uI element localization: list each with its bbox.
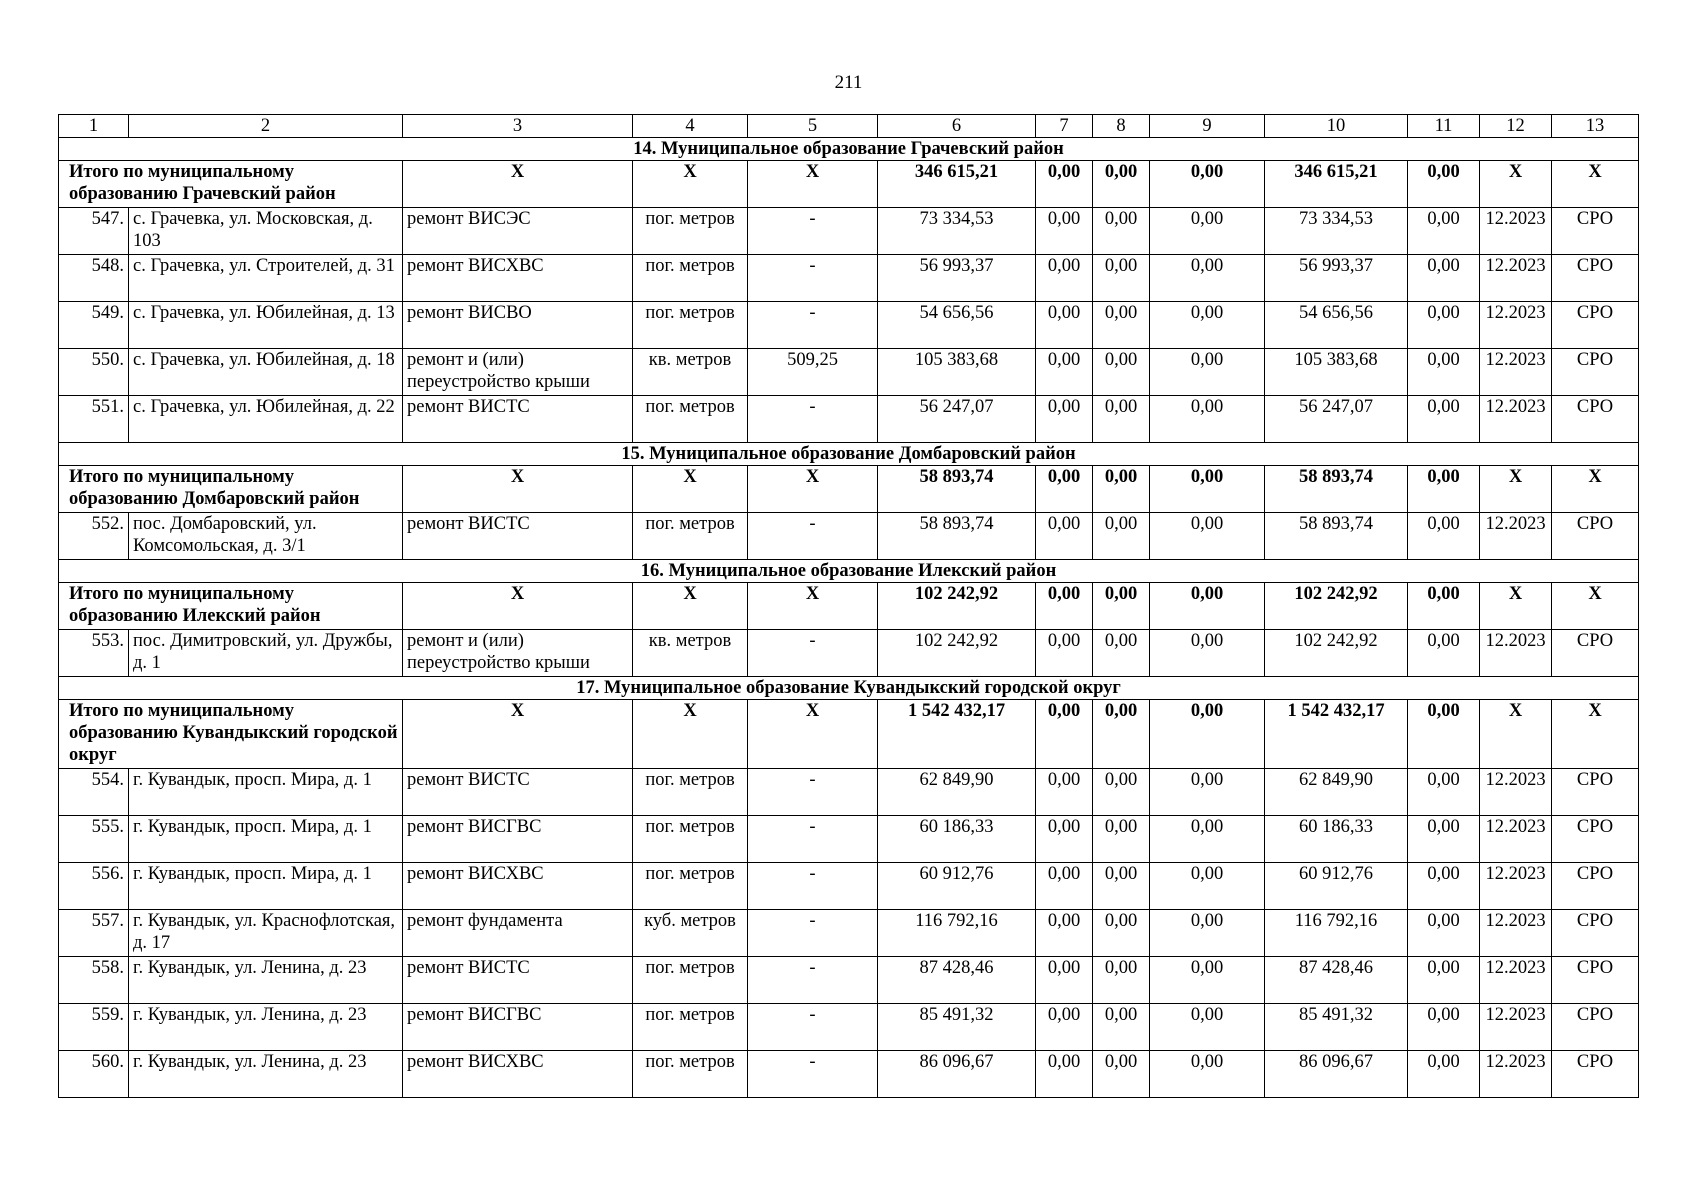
executor-cell: СРО [1552, 630, 1639, 677]
unit-cell: пог. метров [633, 1051, 748, 1098]
section-heading-row [59, 677, 1639, 700]
value-cell: 0,00 [1408, 396, 1480, 443]
total-row [59, 700, 1639, 769]
section-heading-row [59, 560, 1639, 583]
value-cell: 56 247,07 [1265, 396, 1408, 443]
value-cell: 0,00 [1093, 396, 1150, 443]
column-number: 4 [633, 115, 748, 138]
page-number: 211 [834, 72, 863, 93]
total-row [59, 466, 1639, 513]
date-cell: 12.2023 [1480, 863, 1552, 910]
quantity-cell: - [748, 255, 878, 302]
date-cell: 12.2023 [1480, 630, 1552, 677]
total-cell: Х [403, 466, 633, 513]
column-number: 1 [59, 115, 129, 138]
unit-cell: пог. метров [633, 255, 748, 302]
address-cell: с. Грачевка, ул. Московская, д. 103 [129, 208, 403, 255]
value-cell: 0,00 [1093, 302, 1150, 349]
date-cell: 12.2023 [1480, 910, 1552, 957]
table-row [59, 769, 1639, 816]
total-value: 0,00 [1150, 161, 1265, 208]
work-type-cell: ремонт ВИСТС [403, 396, 633, 443]
value-cell: 0,00 [1150, 208, 1265, 255]
value-cell: 0,00 [1093, 1051, 1150, 1098]
address-cell: г. Кувандык, ул. Ленина, д. 23 [129, 1051, 403, 1098]
value-cell: 0,00 [1408, 1051, 1480, 1098]
table-row [59, 208, 1639, 255]
value-cell: 0,00 [1408, 1004, 1480, 1051]
unit-cell: пог. метров [633, 769, 748, 816]
value-cell: 58 893,74 [1265, 513, 1408, 560]
cost-cell: 56 247,07 [878, 396, 1036, 443]
work-type-cell: ремонт и (или) переустройство крыши [403, 349, 633, 396]
section-title: 17. Муниципальное образование Кувандыкский городской округ [59, 677, 1639, 700]
value-cell: 0,00 [1150, 957, 1265, 1004]
repair-register-table [58, 114, 1639, 1098]
address-cell: г. Кувандык, ул. Краснофлотская, д. 17 [129, 910, 403, 957]
row-number: 547. [59, 208, 129, 255]
table-body [59, 115, 1639, 1098]
executor-cell: СРО [1552, 255, 1639, 302]
value-cell: 87 428,46 [1265, 957, 1408, 1004]
section-title: 15. Муниципальное образование Домбаровский район [59, 443, 1639, 466]
value-cell: 0,00 [1036, 255, 1093, 302]
total-cell: Х [1552, 583, 1639, 630]
address-cell: с. Грачевка, ул. Юбилейная, д. 22 [129, 396, 403, 443]
table-row [59, 863, 1639, 910]
section-heading-row [59, 443, 1639, 466]
date-cell: 12.2023 [1480, 349, 1552, 396]
total-cell: Х [1552, 161, 1639, 208]
unit-cell: пог. метров [633, 816, 748, 863]
value-cell: 0,00 [1150, 816, 1265, 863]
total-cell: Х [403, 161, 633, 208]
total-cell: Х [403, 700, 633, 769]
work-type-cell: ремонт ВИСХВС [403, 863, 633, 910]
value-cell: 0,00 [1093, 1004, 1150, 1051]
total-label: Итого по муниципальному образованию Кувандыкский городской округ [59, 700, 403, 769]
unit-cell: пог. метров [633, 208, 748, 255]
address-cell: пос. Домбаровский, ул. Комсомольская, д. 3/1 [129, 513, 403, 560]
value-cell: 0,00 [1093, 208, 1150, 255]
column-number: 8 [1093, 115, 1150, 138]
column-number-row [59, 115, 1639, 138]
value-cell: 60 186,33 [1265, 816, 1408, 863]
total-label: Итого по муниципальному образованию Илекский район [59, 583, 403, 630]
total-cell: Х [748, 700, 878, 769]
value-cell: 0,00 [1036, 910, 1093, 957]
unit-cell: пог. метров [633, 396, 748, 443]
table-row [59, 349, 1639, 396]
executor-cell: СРО [1552, 769, 1639, 816]
value-cell: 0,00 [1150, 396, 1265, 443]
total-cell: Х [748, 161, 878, 208]
total-cell: Х [403, 583, 633, 630]
cost-cell: 62 849,90 [878, 769, 1036, 816]
total-row [59, 161, 1639, 208]
address-cell: с. Грачевка, ул. Юбилейная, д. 18 [129, 349, 403, 396]
cost-cell: 58 893,74 [878, 513, 1036, 560]
unit-cell: пог. метров [633, 863, 748, 910]
work-type-cell: ремонт ВИСГВС [403, 816, 633, 863]
value-cell: 0,00 [1408, 630, 1480, 677]
value-cell: 0,00 [1036, 396, 1093, 443]
unit-cell: кв. метров [633, 349, 748, 396]
address-cell: г. Кувандык, ул. Ленина, д. 23 [129, 957, 403, 1004]
column-number: 5 [748, 115, 878, 138]
value-cell: 0,00 [1150, 302, 1265, 349]
column-number: 6 [878, 115, 1036, 138]
cost-cell: 85 491,32 [878, 1004, 1036, 1051]
value-cell: 0,00 [1093, 816, 1150, 863]
total-label: Итого по муниципальному образованию Грачевский район [59, 161, 403, 208]
total-row [59, 583, 1639, 630]
row-number: 560. [59, 1051, 129, 1098]
work-type-cell: ремонт ВИСТС [403, 513, 633, 560]
row-number: 551. [59, 396, 129, 443]
value-cell: 0,00 [1036, 769, 1093, 816]
value-cell: 116 792,16 [1265, 910, 1408, 957]
value-cell: 73 334,53 [1265, 208, 1408, 255]
date-cell: 12.2023 [1480, 396, 1552, 443]
value-cell: 0,00 [1093, 910, 1150, 957]
value-cell: 0,00 [1036, 208, 1093, 255]
value-cell: 0,00 [1408, 957, 1480, 1004]
table-row [59, 255, 1639, 302]
cost-cell: 86 096,67 [878, 1051, 1036, 1098]
table-row [59, 302, 1639, 349]
value-cell: 0,00 [1036, 957, 1093, 1004]
date-cell: 12.2023 [1480, 816, 1552, 863]
value-cell: 0,00 [1150, 1051, 1265, 1098]
address-cell: г. Кувандык, просп. Мира, д. 1 [129, 816, 403, 863]
row-number: 552. [59, 513, 129, 560]
row-number: 558. [59, 957, 129, 1004]
address-cell: пос. Димитровский, ул. Дружбы, д. 1 [129, 630, 403, 677]
work-type-cell: ремонт ВИСЭС [403, 208, 633, 255]
executor-cell: СРО [1552, 957, 1639, 1004]
value-cell: 0,00 [1150, 630, 1265, 677]
quantity-cell: - [748, 302, 878, 349]
value-cell: 0,00 [1408, 769, 1480, 816]
executor-cell: СРО [1552, 396, 1639, 443]
total-cell: Х [633, 583, 748, 630]
total-cell: Х [633, 466, 748, 513]
total-label: Итого по муниципальному образованию Домбаровский район [59, 466, 403, 513]
value-cell: 85 491,32 [1265, 1004, 1408, 1051]
value-cell: 0,00 [1408, 513, 1480, 560]
column-number: 3 [403, 115, 633, 138]
value-cell: 0,00 [1408, 208, 1480, 255]
value-cell: 105 383,68 [1265, 349, 1408, 396]
row-number: 554. [59, 769, 129, 816]
table-row [59, 513, 1639, 560]
total-value: 0,00 [1093, 466, 1150, 513]
executor-cell: СРО [1552, 816, 1639, 863]
total-value: 0,00 [1150, 466, 1265, 513]
row-number: 555. [59, 816, 129, 863]
total-cell: Х [1480, 466, 1552, 513]
quantity-cell: - [748, 630, 878, 677]
total-value: 1 542 432,17 [878, 700, 1036, 769]
total-cell: Х [748, 466, 878, 513]
cost-cell: 73 334,53 [878, 208, 1036, 255]
executor-cell: СРО [1552, 513, 1639, 560]
cost-cell: 54 656,56 [878, 302, 1036, 349]
work-type-cell: ремонт ВИСВО [403, 302, 633, 349]
total-cell: Х [1480, 161, 1552, 208]
unit-cell: пог. метров [633, 302, 748, 349]
total-value: 346 615,21 [878, 161, 1036, 208]
table-row [59, 396, 1639, 443]
value-cell: 0,00 [1150, 1004, 1265, 1051]
table-row [59, 957, 1639, 1004]
value-cell: 0,00 [1036, 863, 1093, 910]
total-value: 1 542 432,17 [1265, 700, 1408, 769]
quantity-cell: - [748, 1004, 878, 1051]
table-row [59, 630, 1639, 677]
quantity-cell: - [748, 208, 878, 255]
work-type-cell: ремонт ВИСГВС [403, 1004, 633, 1051]
address-cell: г. Кувандык, просп. Мира, д. 1 [129, 863, 403, 910]
total-value: 0,00 [1093, 700, 1150, 769]
value-cell: 0,00 [1408, 302, 1480, 349]
value-cell: 54 656,56 [1265, 302, 1408, 349]
total-value: 58 893,74 [1265, 466, 1408, 513]
unit-cell: пог. метров [633, 957, 748, 1004]
column-number: 9 [1150, 115, 1265, 138]
row-number: 559. [59, 1004, 129, 1051]
value-cell: 0,00 [1036, 349, 1093, 396]
section-title: 14. Муниципальное образование Грачевский район [59, 138, 1639, 161]
value-cell: 0,00 [1408, 349, 1480, 396]
value-cell: 0,00 [1150, 513, 1265, 560]
value-cell: 0,00 [1093, 769, 1150, 816]
value-cell: 0,00 [1150, 255, 1265, 302]
value-cell: 0,00 [1150, 863, 1265, 910]
value-cell: 0,00 [1408, 255, 1480, 302]
total-value: 0,00 [1408, 466, 1480, 513]
date-cell: 12.2023 [1480, 957, 1552, 1004]
address-cell: с. Грачевка, ул. Юбилейная, д. 13 [129, 302, 403, 349]
work-type-cell: ремонт ВИСХВС [403, 1051, 633, 1098]
executor-cell: СРО [1552, 863, 1639, 910]
cost-cell: 60 186,33 [878, 816, 1036, 863]
row-number: 556. [59, 863, 129, 910]
value-cell: 0,00 [1093, 630, 1150, 677]
cost-cell: 105 383,68 [878, 349, 1036, 396]
column-number: 10 [1265, 115, 1408, 138]
value-cell: 0,00 [1408, 816, 1480, 863]
quantity-cell: - [748, 816, 878, 863]
quantity-cell: 509,25 [748, 349, 878, 396]
value-cell: 102 242,92 [1265, 630, 1408, 677]
unit-cell: куб. метров [633, 910, 748, 957]
total-value: 0,00 [1408, 161, 1480, 208]
value-cell: 0,00 [1036, 630, 1093, 677]
cost-cell: 60 912,76 [878, 863, 1036, 910]
cost-cell: 102 242,92 [878, 630, 1036, 677]
section-heading-row [59, 138, 1639, 161]
executor-cell: СРО [1552, 1004, 1639, 1051]
total-value: 102 242,92 [878, 583, 1036, 630]
column-number: 13 [1552, 115, 1639, 138]
column-number: 7 [1036, 115, 1093, 138]
row-number: 550. [59, 349, 129, 396]
date-cell: 12.2023 [1480, 1004, 1552, 1051]
date-cell: 12.2023 [1480, 769, 1552, 816]
quantity-cell: - [748, 957, 878, 1004]
table-row [59, 816, 1639, 863]
total-value: 0,00 [1408, 583, 1480, 630]
quantity-cell: - [748, 1051, 878, 1098]
executor-cell: СРО [1552, 208, 1639, 255]
total-value: 0,00 [1093, 161, 1150, 208]
column-number: 2 [129, 115, 403, 138]
total-cell: Х [633, 700, 748, 769]
value-cell: 86 096,67 [1265, 1051, 1408, 1098]
address-cell: г. Кувандык, просп. Мира, д. 1 [129, 769, 403, 816]
total-value: 0,00 [1408, 700, 1480, 769]
total-cell: Х [1480, 700, 1552, 769]
quantity-cell: - [748, 863, 878, 910]
address-cell: с. Грачевка, ул. Строителей, д. 31 [129, 255, 403, 302]
executor-cell: СРО [1552, 302, 1639, 349]
row-number: 549. [59, 302, 129, 349]
total-value: 0,00 [1036, 466, 1093, 513]
value-cell: 0,00 [1036, 1051, 1093, 1098]
work-type-cell: ремонт ВИСТС [403, 957, 633, 1004]
unit-cell: пог. метров [633, 1004, 748, 1051]
total-value: 0,00 [1036, 161, 1093, 208]
date-cell: 12.2023 [1480, 302, 1552, 349]
unit-cell: кв. метров [633, 630, 748, 677]
cost-cell: 87 428,46 [878, 957, 1036, 1004]
address-cell: г. Кувандык, ул. Ленина, д. 23 [129, 1004, 403, 1051]
value-cell: 0,00 [1093, 513, 1150, 560]
value-cell: 60 912,76 [1265, 863, 1408, 910]
total-cell: Х [748, 583, 878, 630]
value-cell: 0,00 [1408, 863, 1480, 910]
total-value: 0,00 [1036, 700, 1093, 769]
work-type-cell: ремонт фундамента [403, 910, 633, 957]
total-cell: Х [1552, 466, 1639, 513]
executor-cell: СРО [1552, 1051, 1639, 1098]
value-cell: 0,00 [1036, 513, 1093, 560]
work-type-cell: ремонт и (или) переустройство крыши [403, 630, 633, 677]
value-cell: 0,00 [1150, 910, 1265, 957]
value-cell: 0,00 [1150, 769, 1265, 816]
total-cell: Х [1552, 700, 1639, 769]
table-row [59, 1051, 1639, 1098]
total-value: 0,00 [1150, 583, 1265, 630]
value-cell: 0,00 [1093, 349, 1150, 396]
table-row [59, 910, 1639, 957]
date-cell: 12.2023 [1480, 1051, 1552, 1098]
value-cell: 0,00 [1093, 957, 1150, 1004]
executor-cell: СРО [1552, 910, 1639, 957]
quantity-cell: - [748, 396, 878, 443]
work-type-cell: ремонт ВИСХВС [403, 255, 633, 302]
total-value: 0,00 [1093, 583, 1150, 630]
total-cell: Х [633, 161, 748, 208]
total-value: 58 893,74 [878, 466, 1036, 513]
value-cell: 0,00 [1093, 863, 1150, 910]
value-cell: 0,00 [1036, 816, 1093, 863]
total-value: 0,00 [1036, 583, 1093, 630]
total-value: 346 615,21 [1265, 161, 1408, 208]
quantity-cell: - [748, 910, 878, 957]
unit-cell: пог. метров [633, 513, 748, 560]
value-cell: 62 849,90 [1265, 769, 1408, 816]
row-number: 548. [59, 255, 129, 302]
value-cell: 56 993,37 [1265, 255, 1408, 302]
quantity-cell: - [748, 769, 878, 816]
total-value: 102 242,92 [1265, 583, 1408, 630]
work-type-cell: ремонт ВИСТС [403, 769, 633, 816]
column-number: 11 [1408, 115, 1480, 138]
date-cell: 12.2023 [1480, 208, 1552, 255]
column-number: 12 [1480, 115, 1552, 138]
value-cell: 0,00 [1408, 910, 1480, 957]
cost-cell: 56 993,37 [878, 255, 1036, 302]
total-cell: Х [1480, 583, 1552, 630]
value-cell: 0,00 [1093, 255, 1150, 302]
quantity-cell: - [748, 513, 878, 560]
value-cell: 0,00 [1036, 302, 1093, 349]
date-cell: 12.2023 [1480, 255, 1552, 302]
row-number: 557. [59, 910, 129, 957]
table-row [59, 1004, 1639, 1051]
value-cell: 0,00 [1150, 349, 1265, 396]
cost-cell: 116 792,16 [878, 910, 1036, 957]
section-title: 16. Муниципальное образование Илекский район [59, 560, 1639, 583]
row-number: 553. [59, 630, 129, 677]
total-value: 0,00 [1150, 700, 1265, 769]
executor-cell: СРО [1552, 349, 1639, 396]
value-cell: 0,00 [1036, 1004, 1093, 1051]
date-cell: 12.2023 [1480, 513, 1552, 560]
